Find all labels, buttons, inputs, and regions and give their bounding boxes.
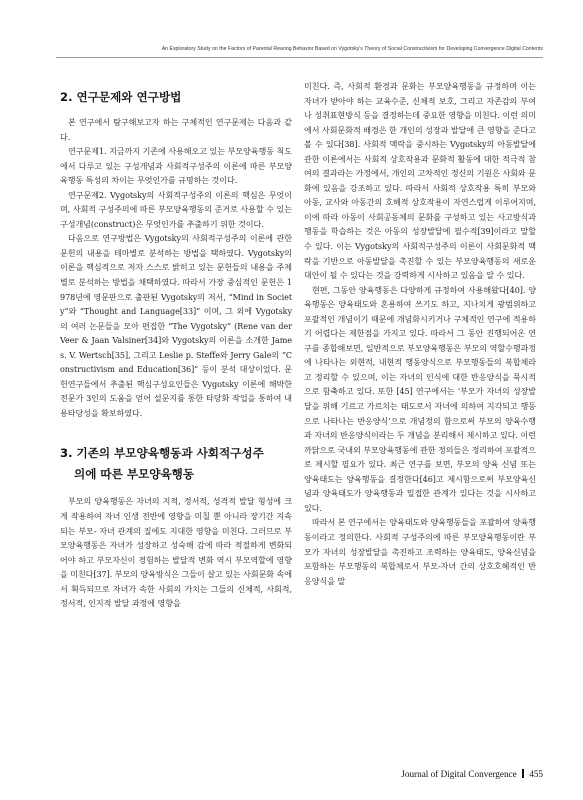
journal-name: Journal of Digital Convergence (401, 769, 517, 779)
footer-separator (522, 769, 525, 778)
section-3-heading (60, 443, 292, 485)
section-2-heading: 2. 연구문제와 연구방법 (60, 90, 182, 104)
section-2-paragraph: 연구문제1. 지금까지 기존에 사용해오고 있는 부모양육행동 척도에서 다루고 있는 구성개념과 사회적구성주의 이론에 따른 부모양육행동 특성의 차이는 무엇인가를 규명하는 것이다. (60, 147, 292, 186)
header-rule (56, 57, 543, 58)
page-number: 455 (529, 769, 543, 779)
section-3-paragraph: 미친다. 즉, 사회적 환경과 문화는 부모양육행동을 규정하며 이는 자녀가 받아야 하는 교육수준, 신체적 보호, 그리고 자존감의 부여나 성취표현방식 등을 결정하는데 중요한 영향을 미친다. 이런 의미에서 사회문화적 배경은 한 개인의 성장과 발달에 큰 영향을 준다고 볼 수 있다[38]. 사회적 맥락을 중시하는 Vygotsky의 아동발달에 관한 이론에서는 사회적 상호작용과 문화적 활동에 대한 적극적 참여의 결과라는 가정에서, 개인의 고차적인 정신의 기원은 사회와 문화에 있음을 강조하고 있다. 따라서 사회적 상호작용 특히 부모와 아동, 교사와 아동간의 호혜적 상호작용이 자연스럽게 이루어지며, 이에 따라 아동이 사회공동체의 문화를 구성하고 있는 사고방식과 행동을 학습하는 것은 아동의 성장발달에 필수적[39]이라고 말할 수 있다. 이는 Vygotsky의 사회적구성주의 이론이 사회문화적 맥락을 기반으로 아동발달을 촉진할 수 있는 부모양육행동의 새로운 대안이 될 수 있다는 것을 강력하게 시사하고 있음을 알 수 있다. (304, 82, 536, 281)
section-2-paragraph: 본 연구에서 탐구해보고자 하는 구체적인 연구문제는 다음과 같다. (60, 118, 292, 142)
section-2-paragraph: 연구문제2. Vygotsky의 사회적구성주의 이론의 핵심은 무엇이며, 사회적 구성주의에 따른 부모양육행동의 준거로 사용할 수 있는 구성개념(construct)은 무엇인가를 추출하기 위한 것이다. (60, 190, 292, 229)
section-3-paragraph: 부모의 양육행동은 자녀의 지적, 정서적, 성격적 발달 형성에 크게 작용하여 자녀 인생 전반에 영향을 미칠 뿐 아니라 장기간 지속되는 부모- 자녀 관계의 질에도 지대한 영향을 미친다. 그러므로 부모양육행동은 자녀가 성장하고 성숙해 감에 따라 적절하게 변화되어야 하고 부모자신이 경험하는 발달적 변화 역시 부모역할에 영향을 미친다[37]. 부모의 양육방식은 그들이 살고 있는 사회문화 속에서 획득되므로 자녀가 속한 사회의 가치는 그들의 신체적, 사회적, 정서적, 인지적 발달 과정에 영향을 (60, 497, 292, 609)
section-3-paragraph: 현편, 그동안 양육행동은 다양하게 규정하여 사용해왔다[40]. 양육행동은 양육태도와 혼용하여 쓰기도 하고, 지나치게 광범위하고 포괄적인 개념이기 때문에 개념화시키거나 구체적인 연구에 적용하기 어렵다는 제한점을 가지고 있다. 따라서 그 동안 진행되어온 연구를 종합해보면, 일반적으로 부모양육행동은 부모의 역할수행과정에 나타나는 외현적, 내현적 행동양식으로 부모행동들의 복합체라고 정리할 수 있으며, 이는 자녀의 인식에 대한 반응양식을 묵시적으로 함축하고 있다. 또한 [45] 연구에서는 ‘부모가 자녀의 성장발달을 위해 기르고 가르치는 태도로서 자녀에 의하여 지각되고 행동으로 나타나는 반응양식’으로 개념정의 함으로써 부모의 양육수행과 자녀의 반응양식이라는 두 개념을 분리해서 제시하고 있다. 이런 까닭으로 국내외 부모양육행동에 관한 정의들은 정리하여 포괄적으로 제시할 필요가 있다. 최근 연구를 보면, 부모의 양육 신념 또는 양육태도는 양육행동을 결정한다[46]고 제시함으로써 부모양육신념과 양육태도가 양육행동과 밀접한 관계가 있다는 것을 시사하고 있다. (304, 285, 536, 513)
section-2-paragraph: 다음으로 연구방법은 Vygotsky의 사회적구성주의 이론에 관한 문헌의 내용을 테마별로 분석하는 방법을 택하였다. Vygotsky의 이론을 핵심적으로 저자 스스로 밝히고 있는 문헌들의 내용을 주제별로 분석하는 방법을 채택하였다. 따라서 가장 중심적인 문헌은 1978년에 영문판으로 출판된 Vygotsky의 저서, “Mind in Society”와 “Thought and Language[33]” 이며, 그 외에 Vygotsky의 여러 논문들을 모아 편집한 “The Vygotsky” (Rene van der Veer & Jaan Valsiner[34]와 Vygotsky의 이론을 소개한 James. V. Wertsch[35], 그리고 Leslie p. Steffe와 Jerry Gale의 ”Constructivism and Education[36]” 등이 분석 대상이었다. 문헌연구들에서 추출된 핵심구성요인들은 Vygotsky 이론에 해박한 전문가 3인의 도움을 얻어 설문지를 통한 타당화 작업을 통하여 내용타당성을 확보하였다. (60, 234, 292, 418)
right-column (304, 80, 536, 589)
running-head: An Exploratory Study on the Factors of Parental Rearing Behavior Based on Vygotsky's Theory of Social Constructivism for Developing Convergence Digital Contents (161, 46, 543, 52)
left-column (60, 84, 292, 612)
section-3-heading-line2: 의에 따른 부모양육행동 (74, 467, 195, 482)
page-footer (401, 769, 543, 779)
section-3-paragraph: 따라서 본 연구에서는 양육태도와 양육행동들을 포괄하여 양육행동이라고 정의한다. 사회적 구성주의에 따른 부모양육행동이란 부모가 자녀의 성장발달을 촉진하고 조력하는 양육태도, 양육신념을 포함하는 부모행동의 복합체로서 부모-자녀 간의 상호호혜적인 반응양식을 말 (304, 518, 536, 586)
section-3-heading-line1: 3. 기존의 부모양육행동과 사회적구성주 (60, 446, 264, 461)
